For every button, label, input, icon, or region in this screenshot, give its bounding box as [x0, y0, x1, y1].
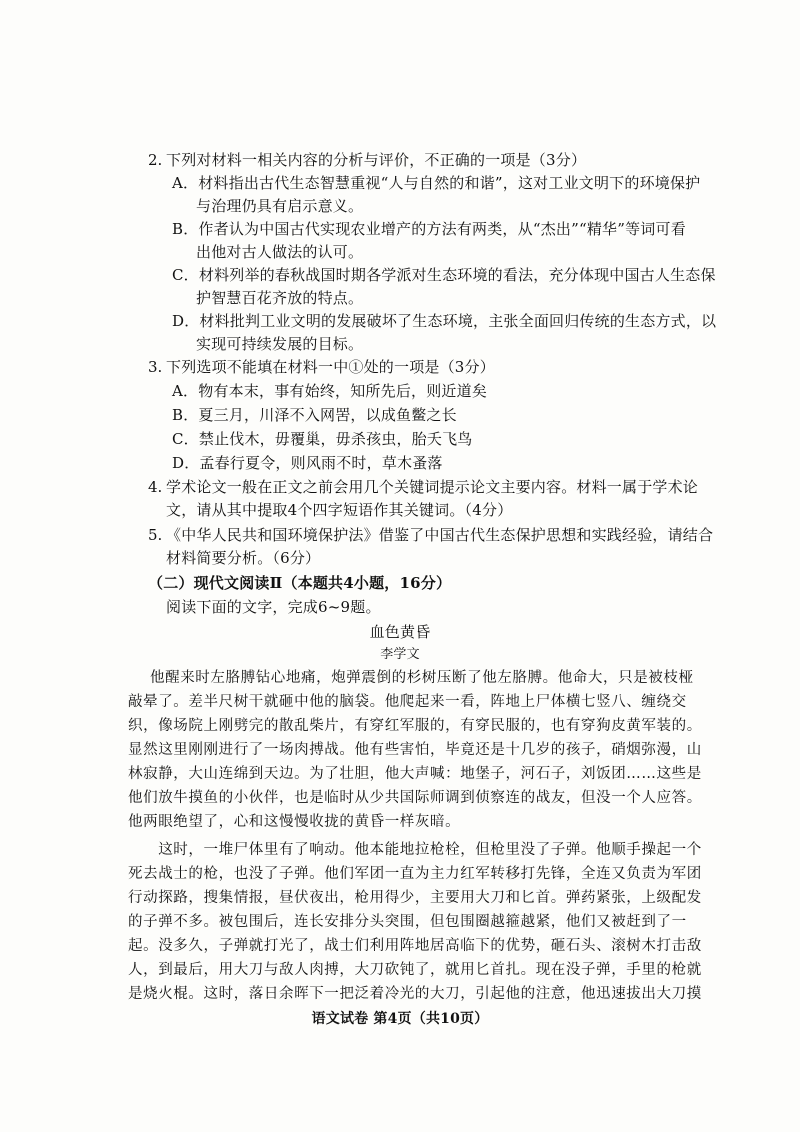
question-5-number: 5.	[148, 526, 163, 544]
article-line: 他醒来时左胳膊钻心地痛，炮弹震倒的杉树压断了他左胳膊。他命大，只是被枝桠	[150, 670, 694, 686]
q3-option-b: B．夏三月，川泽不入网罟，以成鱼鳖之长	[172, 406, 457, 424]
q2-option-d-line2: 实现可持续发展的目标。	[196, 335, 364, 353]
article-line: 他两眼绝望了，心和这慢慢收拢的黄昏一样灰暗。	[128, 814, 461, 830]
article-line: 敲晕了。差半尺树干就砸中他的脑袋。他爬起来一看，阵地上尸体横七竖八、缠绕交	[128, 694, 687, 710]
q3-option-c: C．禁止伐木，毋覆巢，毋杀孩虫，胎夭飞鸟	[172, 430, 473, 448]
question-4-number: 4.	[148, 478, 163, 496]
article-line: 死去战士的枪，也没了子弹。他们军团一直为主力红军转移打先锋，全连又负责为军团	[128, 866, 702, 882]
article-line: 起。没多久，子弹就打光了，战士们利用阵地居高临下的优势，砸石头、滚树木打击敌	[128, 938, 702, 954]
q3-option-d: D．孟春行夏令，则风雨不时，草木蚤落	[172, 454, 443, 472]
q2-option-d-line1: D．材料批判工业文明的发展破坏了生态环境，主张全面回归传统的生态方式，以	[172, 312, 717, 330]
q2-option-c-line2: 护智慧百花齐放的特点。	[196, 289, 364, 307]
q2-option-a-line1: A．材料指出古代生态智慧重视“人与自然的和谐”，这对工业文明下的环境保护	[172, 174, 701, 192]
question-4-line1: 学术论文一般在正文之前会用几个关键词提示论文主要内容。材料一属于学术论	[166, 478, 699, 496]
q3-option-a: A．物有本末，事有始终，知所先后，则近道矣	[172, 382, 488, 400]
q2-option-b-line1: B．作者认为中国古代实现农业增产的方法有两类，从“杰出”“精华”等词可看	[172, 220, 686, 238]
page-footer: 语文试卷 第4页（共10页）	[311, 1011, 489, 1027]
article-author: 李学文	[380, 647, 420, 662]
question-4-line2: 文，请从其中提取4个四字短语作其关键词。（4分）	[166, 501, 513, 519]
q2-option-b-line2: 出他对古人做法的认可。	[196, 243, 364, 261]
article-line: 他们放牛摸鱼的小伙伴，也是临时从少共国际师调到侦察连的战友，但没一个人应答。	[128, 790, 702, 806]
question-5-line2: 材料简要分析。（6分）	[166, 549, 321, 567]
question-3-stem: 下列选项不能填在材料一中①处的一项是（3分）	[166, 358, 495, 376]
article-line: 这时，一堆尸体里有了响动。他本能地拉枪栓，但枪里没了子弹。他顺手操起一个	[128, 842, 702, 858]
article-line: 是烧火棍。这时，落日余晖下一把泛着冷光的大刀，引起他的注意，他迅速拔出大刀摸	[128, 986, 702, 1002]
article-line: 林寂静，大山连绵到天边。为了壮胆，他大声喊：地堡子，河石子，刘饭团……这些是	[128, 766, 702, 782]
question-5-line1: 《中华人民共和国环境保护法》借鉴了中国古代生态保护思想和实践经验，请结合	[166, 526, 714, 544]
question-3-number: 3.	[148, 358, 163, 376]
q2-option-a-line2: 与治理仍具有启示意义。	[196, 197, 364, 215]
section-heading: （二）现代文阅读Ⅱ（本题共4小题，16分）	[148, 574, 452, 592]
q2-option-c-line1: C．材料列举的春秋战国时期各学派对生态环境的看法，充分体现中国古人生态保	[172, 266, 716, 284]
article-line: 显然这里刚刚进行了一场肉搏战。他有些害怕，毕竟还是十几岁的孩子，硝烟弥漫，山	[128, 742, 702, 758]
question-2-number: 2.	[148, 151, 163, 169]
question-2-stem: 下列对材料一相关内容的分析与评价，不正确的一项是（3分）	[166, 151, 587, 169]
article-line: 行动探路，搜集情报，昼伏夜出，枪用得少，主要用大刀和匕首。弹药紧张，上级配发	[128, 890, 702, 906]
article-title: 血色黄昏	[369, 623, 431, 641]
section-instruction: 阅读下面的文字，完成6~9题。	[166, 598, 381, 616]
article-line: 人，到最后，用大刀与敌人肉搏，大刀砍钝了，就用匕首扎。现在没子弹，手里的枪就	[128, 962, 702, 978]
article-line: 织，像场院上刚劈完的散乱柴片，有穿红军服的，有穿民服的，也有穿狗皮黄军装的。	[128, 718, 702, 734]
article-line: 的子弹不多。被包围后，连长安排分头突围，但包围圈越箍越紧，他们又被赶到了一	[128, 914, 687, 930]
